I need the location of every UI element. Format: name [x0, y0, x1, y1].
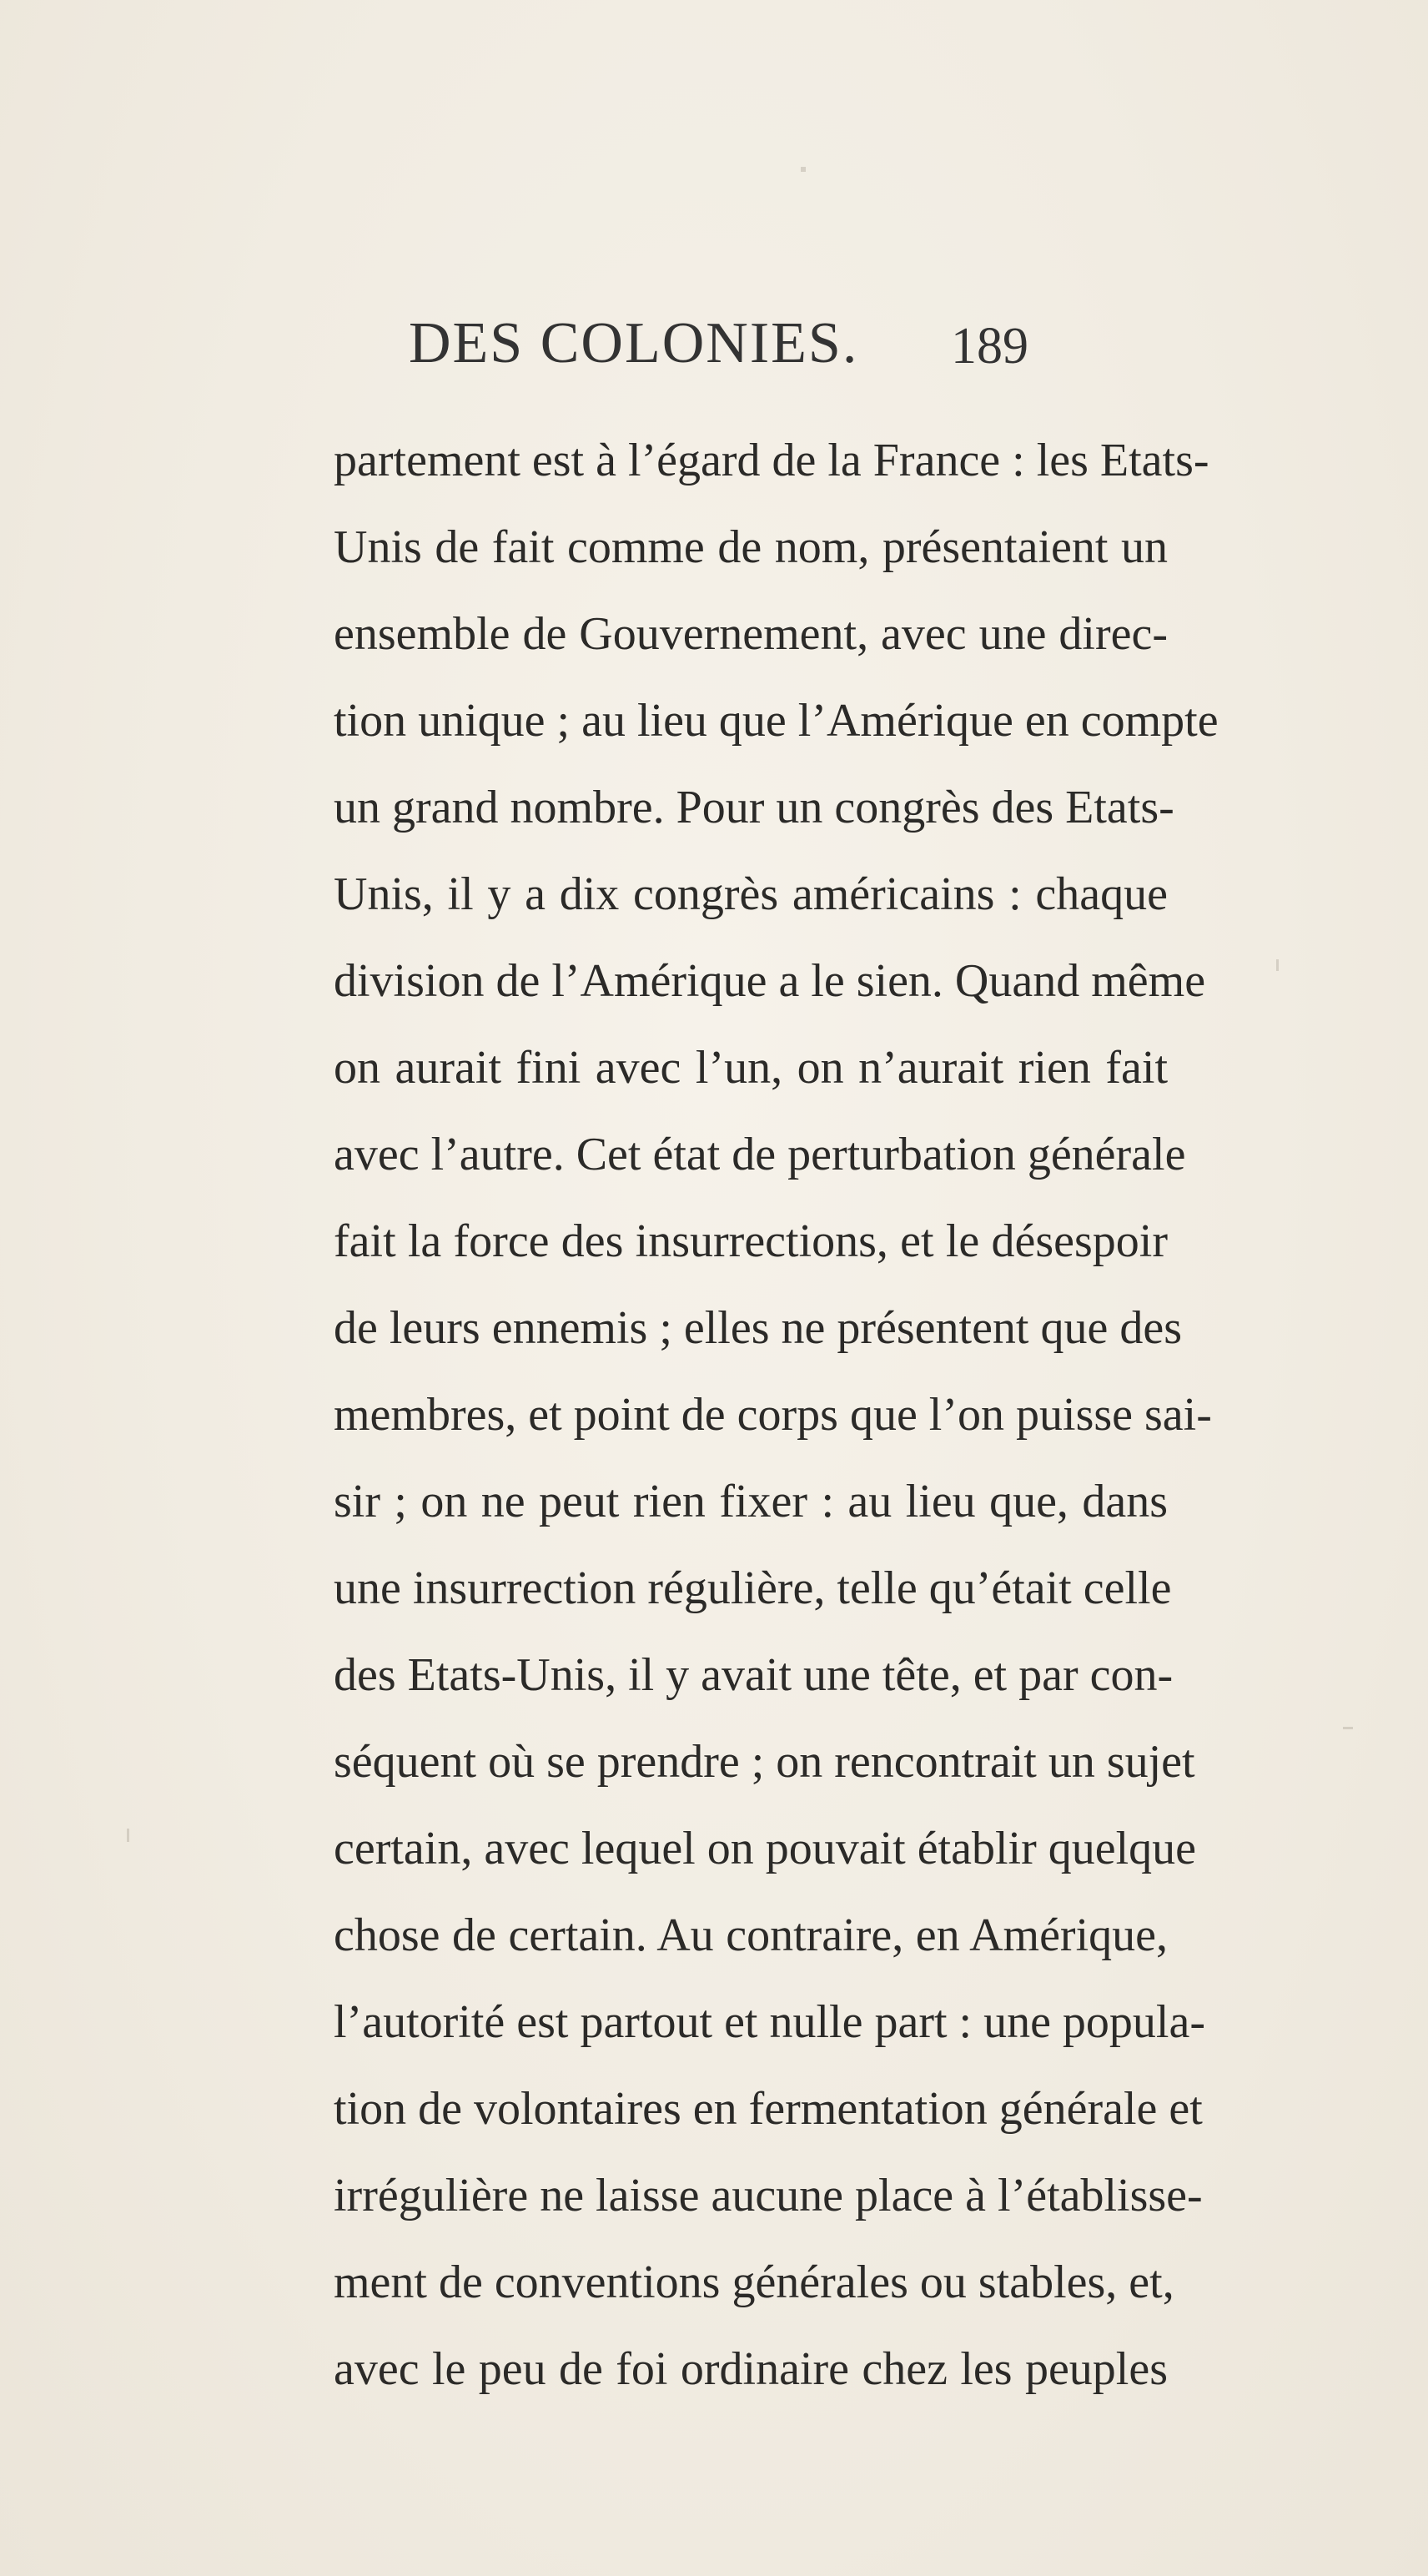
text-line: fait la force des insurrections, et le désespoir [334, 1215, 1168, 1267]
text-line: certain, avec lequel on pouvait établir quelque [334, 1823, 1197, 1874]
text-line: tion unique ; au lieu que l’Amérique en compte [334, 695, 1219, 747]
text-line: un grand nombre. Pour un congrès des Etats- [334, 782, 1174, 833]
text-line: partement est à l’égard de la France : les Etats- [334, 435, 1209, 486]
text-line: irrégulière ne laisse aucune place à l’établisse- [334, 2170, 1203, 2221]
running-head [0, 310, 1428, 385]
text-line: des Etats-Unis, il y avait une tête, et par con- [334, 1649, 1174, 1701]
paper-speck [1276, 959, 1279, 971]
page-number: 189 [951, 318, 1028, 375]
text-line: ment de conventions générales ou stables, et, [334, 2257, 1174, 2308]
text-line: tion de volontaires en fermentation générale et [334, 2083, 1203, 2135]
text-line: ensemble de Gouvernement, avec une direc- [334, 608, 1168, 660]
text-line: avec le peu de foi ordinaire chez les peuples [334, 2343, 1168, 2395]
text-line: une insurrection régulière, telle qu’était celle [334, 1562, 1172, 1614]
text-line: de leurs ennemis ; elles ne présentent que des [334, 1302, 1182, 1354]
paper-speck [801, 167, 806, 172]
text-line: on aurait fini avec l’un, on n’aurait rien fait [334, 1042, 1168, 1094]
paper-speck [1343, 1727, 1353, 1729]
text-line: séquent où se prendre ; on rencontrait un sujet [334, 1736, 1195, 1788]
paper-speck [127, 1829, 129, 1842]
text-line: division de l’Amérique a le sien. Quand même [334, 955, 1206, 1007]
text-line: Unis de fait comme de nom, présentaient un [334, 521, 1168, 573]
body-text [334, 417, 1219, 2412]
text-line: Unis, il y a dix congrès américains : chaque [334, 868, 1168, 920]
text-line: avec l’autre. Cet état de perturbation générale [334, 1129, 1186, 1180]
text-line: sir ; on ne peut rien fixer : au lieu que, dans [334, 1476, 1168, 1527]
running-title: DES COLONIES. [409, 311, 859, 375]
text-line: l’autorité est partout et nulle part : une popula- [334, 1996, 1205, 2048]
text-line: membres, et point de corps que l’on puisse sai- [334, 1389, 1212, 1441]
text-line: chose de certain. Au contraire, en Amérique, [334, 1909, 1168, 1961]
